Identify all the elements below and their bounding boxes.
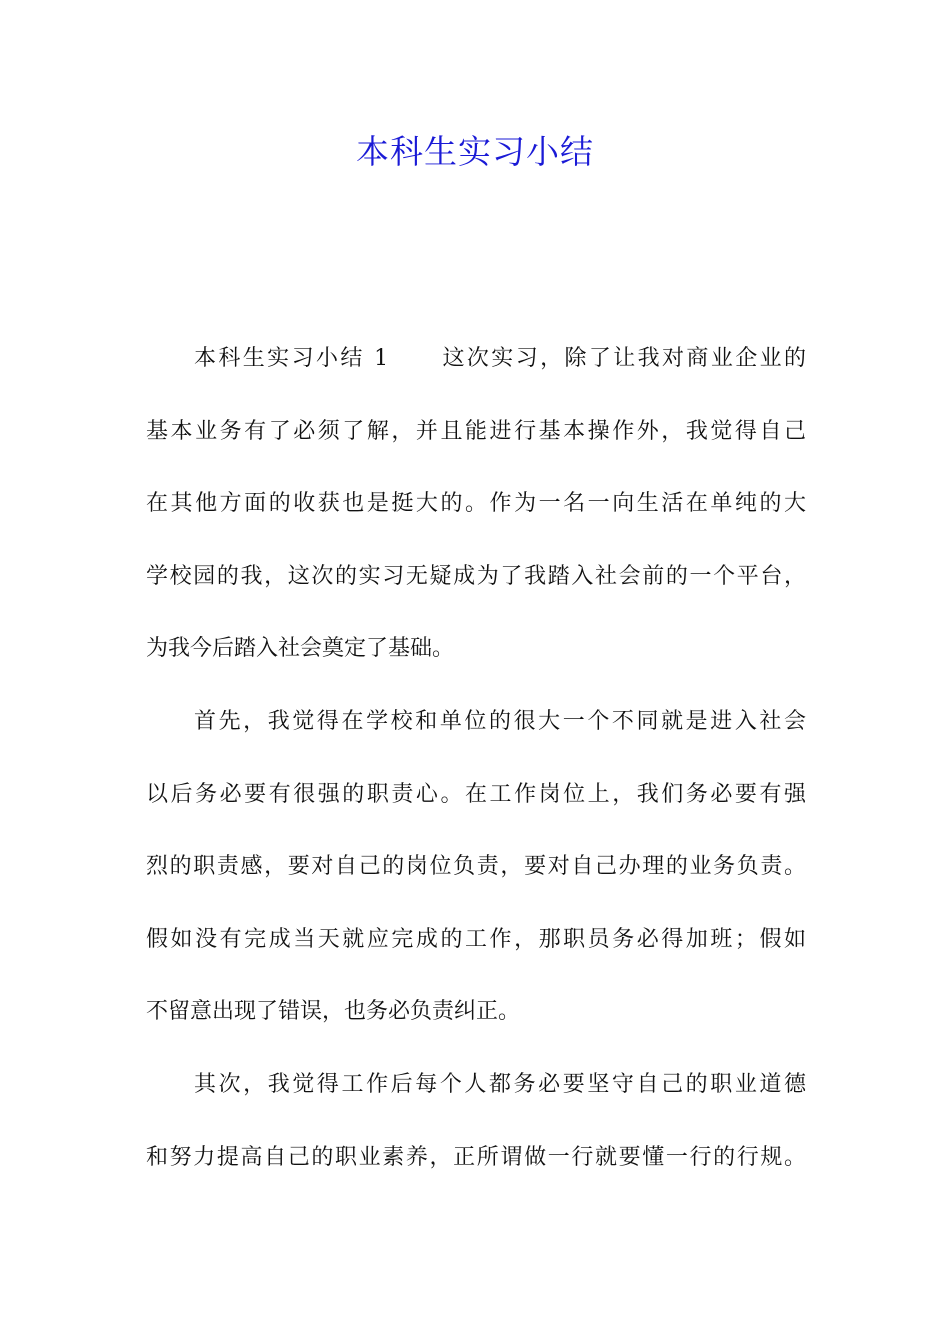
document-body [146,335,806,1206]
paragraph-3-line-2: 和努力提高自己的职业素养，正所谓做一行就要懂一行的行规。 [146,1144,806,1170]
paragraph-1-line-3: 在其他方面的收获也是挺大的。作为一名一向生活在单纯的大 [146,491,806,517]
paragraph-1-line-1 [146,335,806,383]
document-title: 本科生实习小结 [356,132,594,171]
section-heading: 本科生实习小结 1 [194,346,389,371]
paragraph-text: 这次实习，除了让我对商业企业的 [440,346,806,371]
paragraph-1-line-5: 为我今后踏入社会奠定了基础。 [146,636,455,662]
paragraph-1-line-2: 基本业务有了必须了解，并且能进行基本操作外，我觉得自己 [146,418,806,444]
paragraph-3-line-1: 其次，我觉得工作后每个人都务必要坚守自己的职业道德 [194,1071,806,1097]
paragraph-2-line-2: 以后务必要有很强的职责心。在工作岗位上，我们务必要有强 [146,781,806,807]
paragraph-2-line-4: 假如没有完成当天就应完成的工作，那职员务必得加班；假如 [146,926,806,952]
paragraph-2-line-1: 首先，我觉得在学校和单位的很大一个不同就是进入社会 [194,708,806,734]
paragraph-1-line-4: 学校园的我，这次的实习无疑成为了我踏入社会前的一个平台， [146,563,806,589]
paragraph-2-line-5: 不留意出现了错误，也务必负责纠正。 [146,999,521,1025]
paragraph-2-line-3: 烈的职责感，要对自己的岗位负责，要对自己办理的业务负责。 [146,854,806,880]
